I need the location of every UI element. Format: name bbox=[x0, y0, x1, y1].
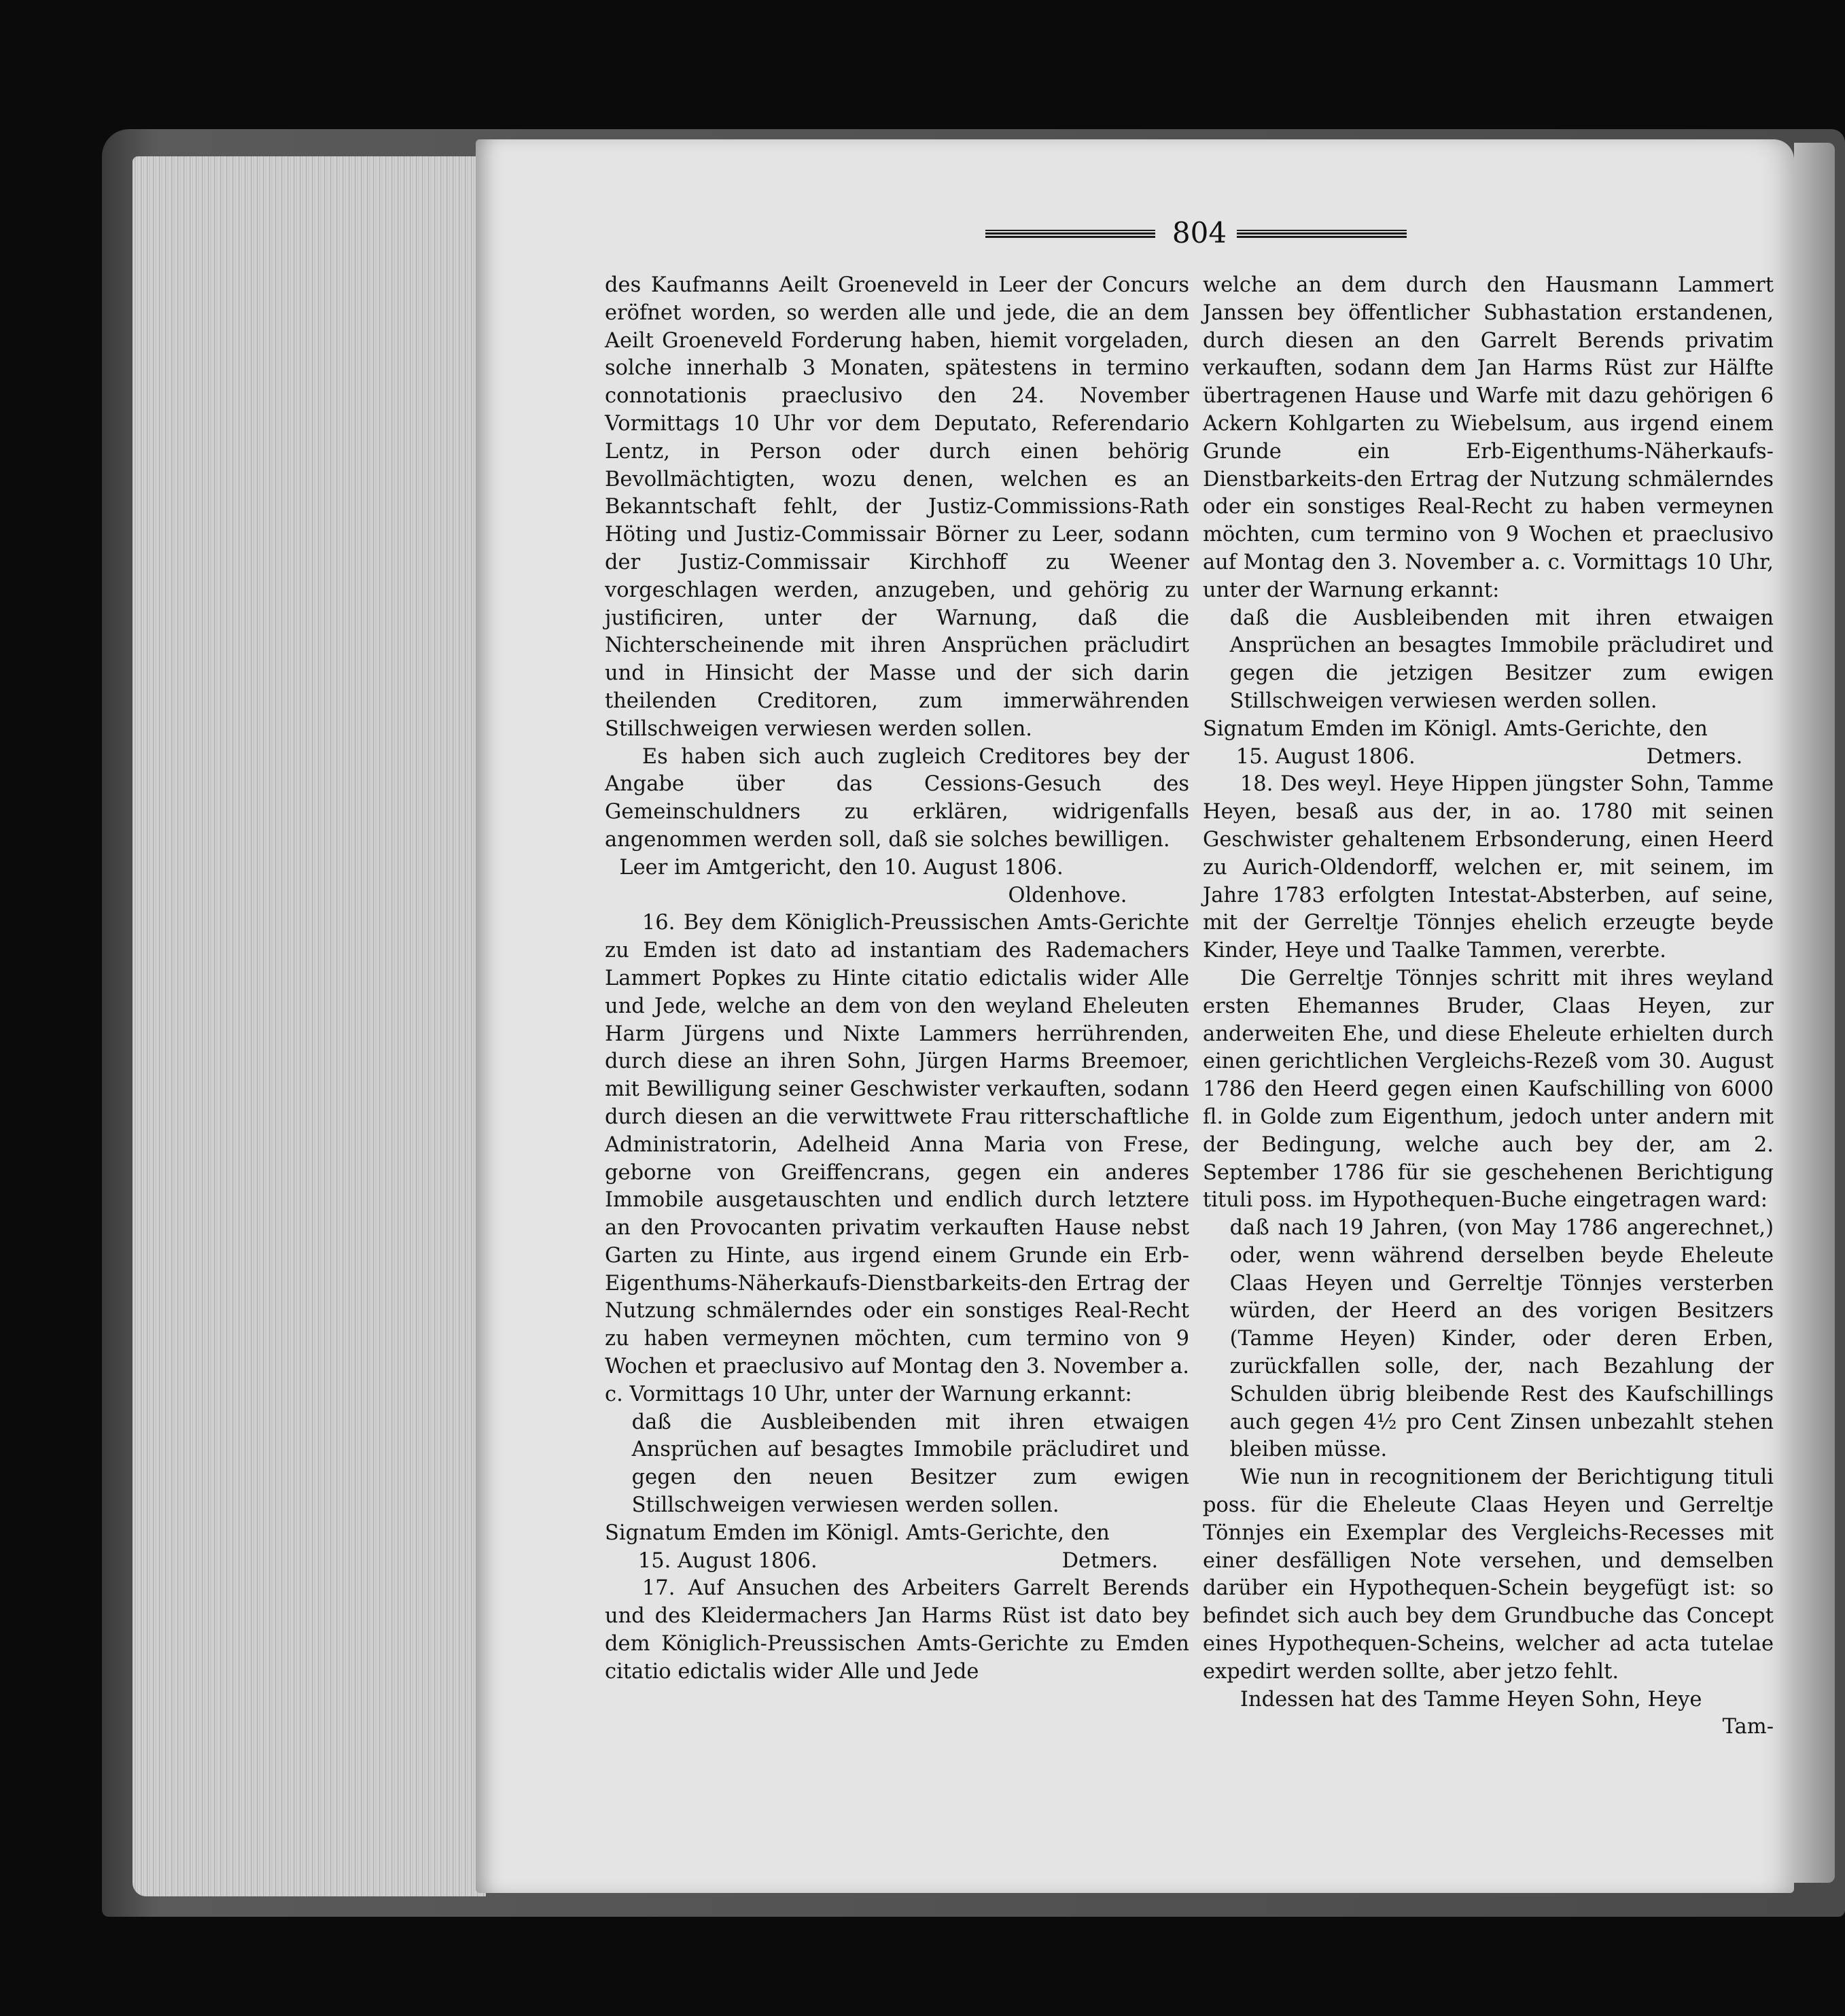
header-rule-left bbox=[985, 230, 1155, 238]
page-number: 804 bbox=[1172, 216, 1227, 249]
signature-name: Detmers. bbox=[1646, 744, 1743, 769]
signature-date: 15. August 1806. bbox=[1235, 744, 1416, 769]
paragraph: 17. Auf Ansuchen des Arbeiters Garrelt Berends und des Kleidermachers Jan Harms Rüst ist dato bey dem Königlich-Preussischen Amts-Gerichte zu Emden citatio edictalis wider Alle und Jede bbox=[605, 1576, 1189, 1684]
paragraph: Leer im Amtgericht, den 10. August 1806. bbox=[619, 855, 1064, 880]
page-edges bbox=[133, 156, 486, 1896]
facing-page-edge bbox=[1794, 143, 1835, 1883]
paragraph: welche an dem durch den Hausmann Lammert Janssen bey öffentlicher Subhastation erstandenen, durch diesen an den Garrelt Berends privatim verkauften, sodann dem Jan Harms Rüst zur Hälfte übertragenen Hause und Warfe mit dazu gehörigen 6 Ackern Kohlgarten zu Wiebelsum, aus irgend einem Grunde ein Erb-Eigenthums-Näherkaufs-Dienstbarkeits-den Ertrag der Nutzung schmälerndes oder ein sonstiges Real-Recht zu haben vermeynen möchten, cum termino von 9 Wochen et praeclusivo auf Montag den 3. November a. c. Vormittags 10 Uhr, unter der Warnung erkannt: bbox=[1203, 273, 1774, 602]
paragraph: 18. Des weyl. Heye Hippen jüngster Sohn, Tamme Heyen, besaß aus der, in ao. 1780 mit seinen Geschwister gehaltenem Erbsonderung, einen Heerd zu Aurich-Oldendorff, welchen er, mit seinem, im Jahre 1783 erfolgten Intestat-Absterben, auf seine, mit der Gerreltje Tönnjes ehelich erzeugte beyde Kinder, Heye und Taalke Tammen, vererbte. bbox=[1203, 772, 1774, 963]
paragraph: Oldenhove. bbox=[1008, 883, 1127, 907]
paragraph: Tam- bbox=[1722, 1715, 1774, 1739]
paragraph bbox=[605, 1548, 1189, 1576]
paragraph: Signatum Emden im Königl. Amts-Gerichte, den bbox=[605, 1520, 1110, 1545]
paragraph bbox=[1203, 744, 1774, 771]
paragraph: Wie nun in recognitionem der Berichtigung tituli poss. für die Eheleute Claas Heyen und Gerreltje Tönnjes ein Exemplar des Vergleichs-Recesses mit einer desfälligen Note versehen, und demselben darüber ein Hypothequen-Schein beygefügt ist: so befindet sich auch bey dem Grundbuche das Concept eines Hypothequen-Scheins, welcher ad acta tutelae expedirt werden sollte, aber jetzo fehlt. bbox=[1203, 1465, 1774, 1684]
signature-date: 15. August 1806. bbox=[637, 1548, 818, 1573]
paragraph: daß die Ausbleibenden mit ihren etwaigen Ansprüchen auf besagtes Immobile präcludiret und gegen den neuen Besitzer zum ewigen Stillschweigen verwiesen werden sollen. bbox=[631, 1410, 1189, 1518]
paragraph: Signatum Emden im Königl. Amts-Gerichte, den bbox=[1203, 716, 1708, 741]
paragraph: Indessen hat des Tamme Heyen Sohn, Heye bbox=[1240, 1687, 1702, 1711]
paragraph: 16. Bey dem Königlich-Preussischen Amts-Gerichte zu Emden ist dato ad instantiam des Rademachers Lammert Popkes zu Hinte citatio edictalis wider Alle und Jede, welche an dem von den weyland Eheleuten Harm Jürgens und Nixte Lammers herrührenden, durch diese an ihren Sohn, Jürgen Harms Breemoer, mit Bewilligung seiner Geschwister verkauften, sodann durch diesen an die verwittwete Frau ritterschaftliche Administratorin, Adelheid Anna Maria von Frese, geborne von Greiffencrans, gegen ein anderes Immobile ausgetauschten und endlich durch letztere an den Provocanten privatim verkauften Hause nebst Garten zu Hinte, aus irgend einem Grunde ein Erb-Eigenthums-Näherkaufs-Dienstbarkeits-den Ertrag der Nutzung schmälerndes oder ein sonstiges Real-Recht zu haben vermeynen möchten, cum termino von 9 Wochen et praeclusivo auf Montag den 3. November a. c. Vormittags 10 Uhr, unter der Warnung erkannt: bbox=[605, 911, 1189, 1406]
paragraph: daß nach 19 Jahren, (von May 1786 angerechnet,) oder, wenn während derselben beyde Eheleute Claas Heyen und Gerreltje Tönnjes versterben würden, der Heerd an des vorigen Besitzers (Tamme Heyen) Kinder, oder deren Erben, zurückfallen solle, der, nach Bezahlung der Schulden übrig bleibende Rest des Kaufschillings auch gegen 4½ pro Cent Zinsen unbezahlt stehen bleiben müsse. bbox=[1229, 1216, 1774, 1462]
paragraph: Die Gerreltje Tönnjes schritt mit ihres weyland ersten Ehemannes Bruder, Claas Heyen, zur anderweiten Ehe, und diese Eheleute erhielten durch einen gerichtlichen Vergleichs-Rezeß vom 30. August 1786 den Heerd gegen einen Kaufschilling von 6000 fl. in Golde zum Eigenthum, jedoch unter andern mit der Bedingung, welche auch bey der, am 2. September 1786 für sie geschehenen Berichtigung tituli poss. im Hypothequen-Buche eingetragen ward: bbox=[1203, 966, 1774, 1213]
left-text-column bbox=[605, 272, 1189, 1686]
paragraph: des Kaufmanns Aeilt Groeneveld in Leer der Concurs eröfnet worden, so werden alle und jede, die an dem Aeilt Groeneveld Forderung haben, hiemit vorgeladen, solche innerhalb 3 Monaten, spätestens in termino connotationis praeclusivo den 24. November Vormittags 10 Uhr vor dem Deputato, Referendario Lentz, in Person oder durch einen behörig Bevollmächtigten, wozu denen, welchen es an Bekanntschaft fehlt, der Justiz-Commissions-Rath Höting und Justiz-Commissair Börner zu Leer, sodann der Justiz-Commissair Kirchhoff zu Weener vorgeschlagen werden, anzugeben, und gehörig zu justificiren, unter der Warnung, daß die Nichterscheinende mit ihren Ansprüchen präcludirt und in Hinsicht der Masse und der sich darin theilenden Creditoren, zum immerwährenden Stillschweigen verwiesen werden sollen. bbox=[605, 273, 1189, 741]
signature-name: Detmers. bbox=[1061, 1548, 1159, 1573]
paragraph: Es haben sich auch zugleich Creditores bey der Angabe über das Cessions-Gesuch des Gemeinschuldners zu erklären, widrigenfalls angenommen werden soll, daß sie solches bewilligen. bbox=[605, 744, 1189, 852]
right-text-column bbox=[1203, 272, 1774, 1741]
header-rule-right bbox=[1237, 230, 1407, 238]
page-header bbox=[985, 216, 1407, 250]
paragraph: daß die Ausbleibenden mit ihren etwaigen Ansprüchen an besagtes Immobile präcludiret und gegen die jetzigen Besitzer zum ewigen Stillschweigen verwiesen werden sollen. bbox=[1229, 606, 1774, 713]
